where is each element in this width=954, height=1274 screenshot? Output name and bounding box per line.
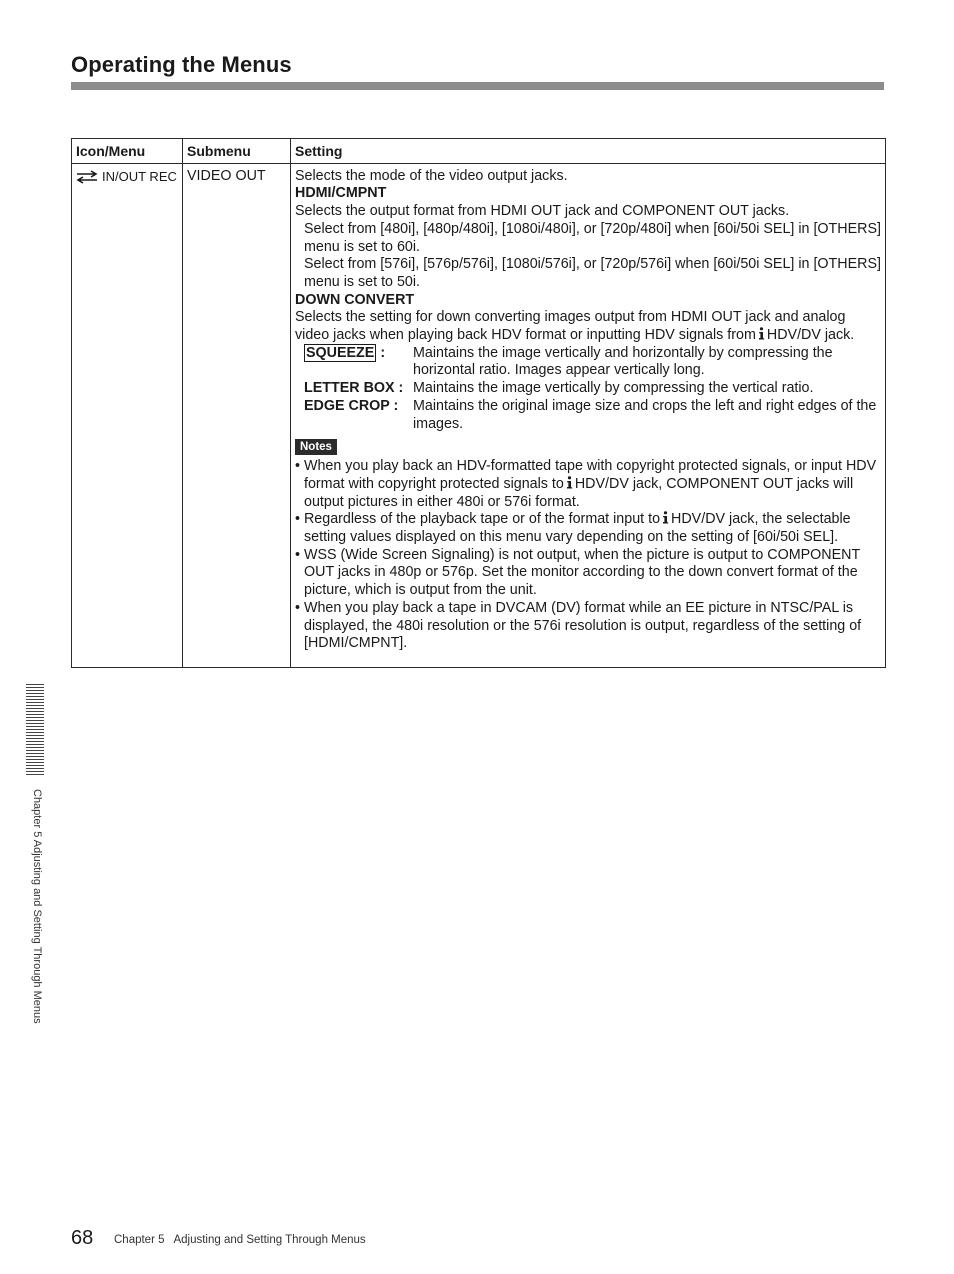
edge-crop-term: EDGE CROP :	[304, 397, 399, 414]
ilink-icon	[758, 327, 765, 340]
chapter-thumb-tab	[26, 684, 44, 776]
option-edge-crop	[295, 398, 881, 433]
ilink-icon	[566, 476, 573, 489]
hdmi-cmpnt-desc: Selects the output format from HDMI OUT jack and COMPONENT OUT jacks.	[295, 203, 790, 220]
menu-table	[71, 138, 886, 668]
header-icon-menu: Icon/Menu	[72, 139, 183, 164]
squeeze-sep: :	[380, 344, 386, 361]
hdmi-cmpnt-50i: Select from [576i], [576p/576i], [1080i/576i], or [720p/576i] when [60i/50i SEL] in [OTHERS] menu is set to 50i.	[304, 256, 881, 290]
down-convert-options	[295, 345, 881, 434]
note-item: • WSS (Wide Screen Signaling) is not output, when the picture is output to COMPONENT OUT jacks in 480p or 576p. Set the monitor according to the down convert format of the picture, which is output from the unit.	[295, 546, 860, 599]
note-item	[295, 511, 881, 546]
footer-chapter-label: Chapter 5 Adjusting and Setting Through Menus	[114, 1234, 366, 1246]
page-title: Operating the Menus	[71, 52, 292, 77]
down-convert-desc-text: Selects the setting for down converting images output from HDMI OUT jack and analog video jacks when playing back HDV format or inputting HDV signals from	[295, 309, 846, 344]
squeeze-term: SQUEEZE	[306, 344, 375, 361]
table-header-row	[72, 139, 886, 164]
notes-badge: Notes	[295, 439, 337, 455]
title-rule	[71, 82, 884, 90]
header-setting: Setting	[291, 139, 886, 164]
option-squeeze	[295, 345, 881, 380]
note-item: • When you play back a tape in DVCAM (DV) format while an EE picture in NTSC/PAL is displayed, the 480i resolution or the 576i resolution is output, regardless of the setting of [HDMI/CMPNT].	[295, 599, 862, 652]
header-submenu: Submenu	[183, 139, 291, 164]
down-convert-heading: DOWN CONVERT	[295, 291, 415, 308]
hdmi-cmpnt-heading: HDMI/CMPNT	[295, 185, 387, 202]
squeeze-desc: Maintains the image vertically and horizontally by compressing the horizontal ratio. Images appear vertically long.	[413, 344, 833, 379]
sidebar-chapter-label: Chapter 5 Adjusting and Setting Through Menus	[31, 789, 43, 1024]
note-2-text-end: HDV/DV jack, the selectable setting values displayed on this menu vary depending on the setting of [60i/50i SEL].	[304, 511, 851, 546]
edge-crop-desc: Maintains the original image size and crops the left and right edges of the images.	[413, 397, 877, 432]
letter-box-desc: Maintains the image vertically by compressing the vertical ratio.	[413, 380, 814, 397]
setting-cell	[291, 163, 886, 667]
ilink-icon	[662, 511, 669, 524]
down-convert-desc-text-end: HDV/DV jack.	[766, 327, 855, 344]
note-2-text: • Regardless of the playback tape or of the format input to	[295, 511, 661, 528]
page-number: 68	[71, 1227, 94, 1249]
table-row	[72, 163, 886, 667]
letter-box-term: LETTER BOX :	[304, 380, 404, 397]
in-out-rec-label: IN/OUT REC	[102, 168, 177, 184]
note-item	[295, 458, 881, 511]
icon-menu-cell	[72, 163, 183, 667]
submenu-cell: VIDEO OUT	[183, 163, 291, 667]
down-convert-desc	[295, 309, 881, 344]
in-out-arrows-icon	[76, 170, 98, 184]
note-1-text: • When you play back an HDV-formatted tape with copyright protected signals, or input HDV format with copyright protected signals to	[295, 458, 877, 492]
in-out-rec-menu	[76, 168, 177, 186]
setting-intro: Selects the mode of the video output jacks.	[295, 167, 568, 184]
option-letter-box	[295, 380, 881, 398]
note-1-text-end: HDV/DV jack, COMPONENT OUT jacks will output pictures in either 480i or 576i format.	[304, 475, 854, 510]
hdmi-cmpnt-60i: Select from [480i], [480p/480i], [1080i/480i], or [720p/480i] when [60i/50i SEL] in [OTHERS] menu is set to 60i.	[304, 220, 881, 255]
